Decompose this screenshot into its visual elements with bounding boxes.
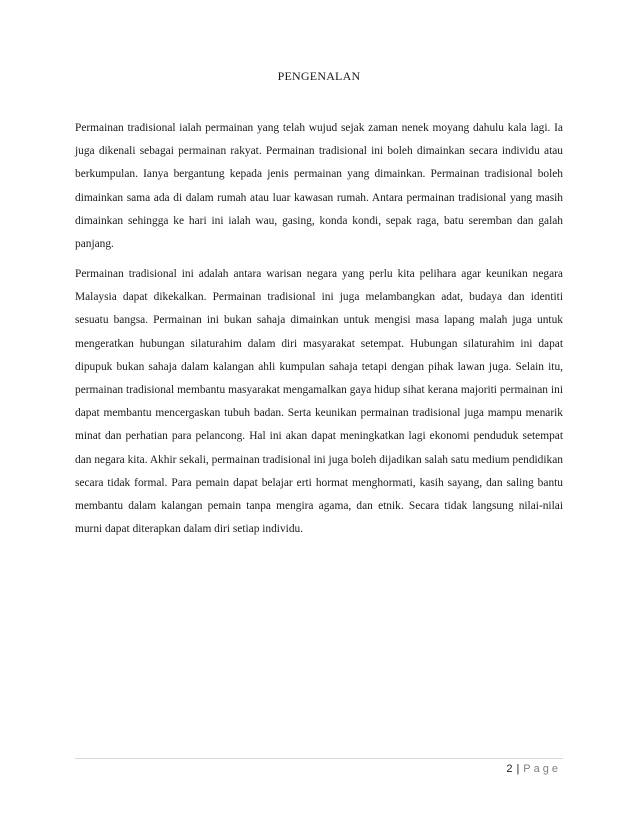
footer-separator: | — [516, 763, 520, 775]
page-label: Page — [523, 763, 561, 775]
paragraph-heritage: Permainan tradisional ini adalah antara warisan negara yang perlu kita pelihara agar keunikan negara Malaysia dapat dikekalkan. Permainan tradisional ini juga melambangkan adat, budaya dan identiti sesuatu bangsa. Permainan ini bukan sahaja dimainkan untuk mengisi masa lapang malah juga untuk mengeratkan hubungan silaturahim dalam diri masyarakat setempat. Hubungan silaturahim ini dapat dipupuk bukan sahaja dalam kalangan ahli kumpulan sahaja tetapi dengan pihak lawan juga. Selain itu, permainan tradisional membantu masyarakat mengamalkan gaya hidup sihat kerana majoriti permainan ini dapat membantu mencergaskan tubuh badan. Serta keunikan permainan tradisional juga mampu menarik minat dan perhatian para pelancong. Hal ini akan dapat meningkatkan lagi ekonomi penduduk setempat dan negara kita. Akhir sekali, permainan tradisional ini juga boleh dijadikan salah satu medium pendidikan secara tidak formal. Para pemain dapat belajar erti hormat menghormati, kasih sayang, dan saling bantu membantu dalam kalangan pemain tanpa mengira agama, dan etnik. Secara tidak langsung nilai-nilai murni dapat diterapkan dalam diri setiap individu. — [75, 268, 563, 536]
page-number: 2 — [506, 763, 513, 775]
document-title: PENGENALAN — [277, 69, 361, 83]
page-footer — [506, 763, 561, 775]
footer-divider — [75, 758, 563, 759]
paragraph-introduction: Permainan tradisional ialah permainan yang telah wujud sejak zaman nenek moyang dahulu kala lagi. Ia juga dikenali sebagai permainan rakyat. Permainan tradisional ini boleh dimainkan secara individu atau berkumpulan. Ianya bergantung kepada jenis permainan yang dimainkan. Permainan tradisional boleh dimainkan sama ada di dalam rumah atau luar kawasan rumah. Antara permainan tradisional yang masih dimainkan sehingga ke hari ini ialah wau, gasing, konda kondi, sepak raga, batu seremban dan galah panjang. — [75, 122, 563, 251]
